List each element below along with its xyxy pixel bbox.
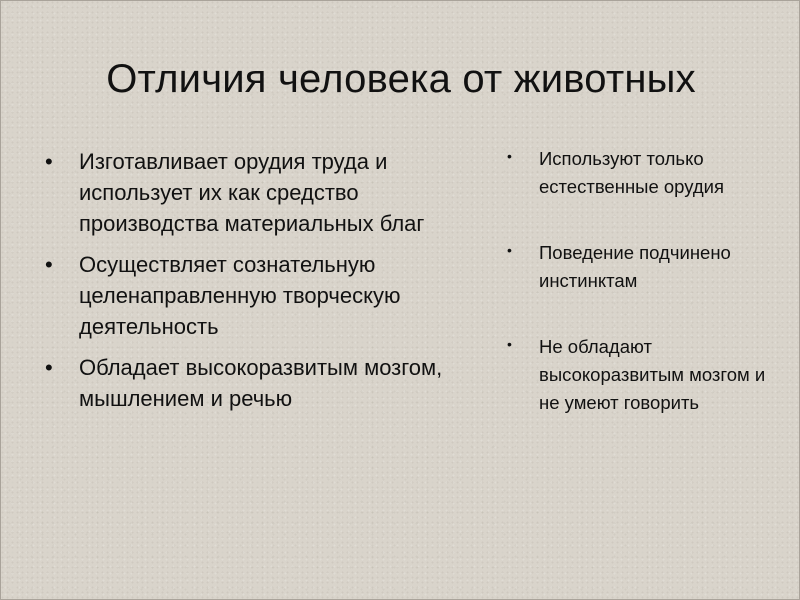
list-item-text: Поведение подчинено инстинктам <box>539 242 731 291</box>
list-item-text: Не обладают высокоразвитым мозгом и не умеют говорить <box>539 336 766 413</box>
animal-traits-list <box>503 145 773 455</box>
list-item-text: Осуществляет сознательную целенаправленную творческую деятельность <box>79 252 401 339</box>
list-item <box>503 333 773 417</box>
list-item <box>503 145 773 201</box>
bullet-icon: • <box>507 336 512 352</box>
slide-title: Отличия человека от животных <box>106 57 696 101</box>
human-traits-list <box>41 146 461 424</box>
bullet-icon: • <box>45 149 53 174</box>
bullet-icon: • <box>507 242 512 258</box>
list-item <box>503 239 773 295</box>
bullet-icon: • <box>45 355 53 380</box>
list-item-text: Используют только естественные орудия <box>539 148 725 197</box>
list-item-text: Обладает высокоразвитым мозгом, мышлением и речью <box>79 355 443 411</box>
list-item <box>41 352 461 414</box>
bullet-icon: • <box>45 252 53 277</box>
bullet-icon: • <box>507 148 512 164</box>
list-item <box>41 249 461 342</box>
list-item-text: Изготавливает орудия труда и использует их как средство производства материальных благ <box>79 149 425 236</box>
list-item <box>41 146 461 239</box>
